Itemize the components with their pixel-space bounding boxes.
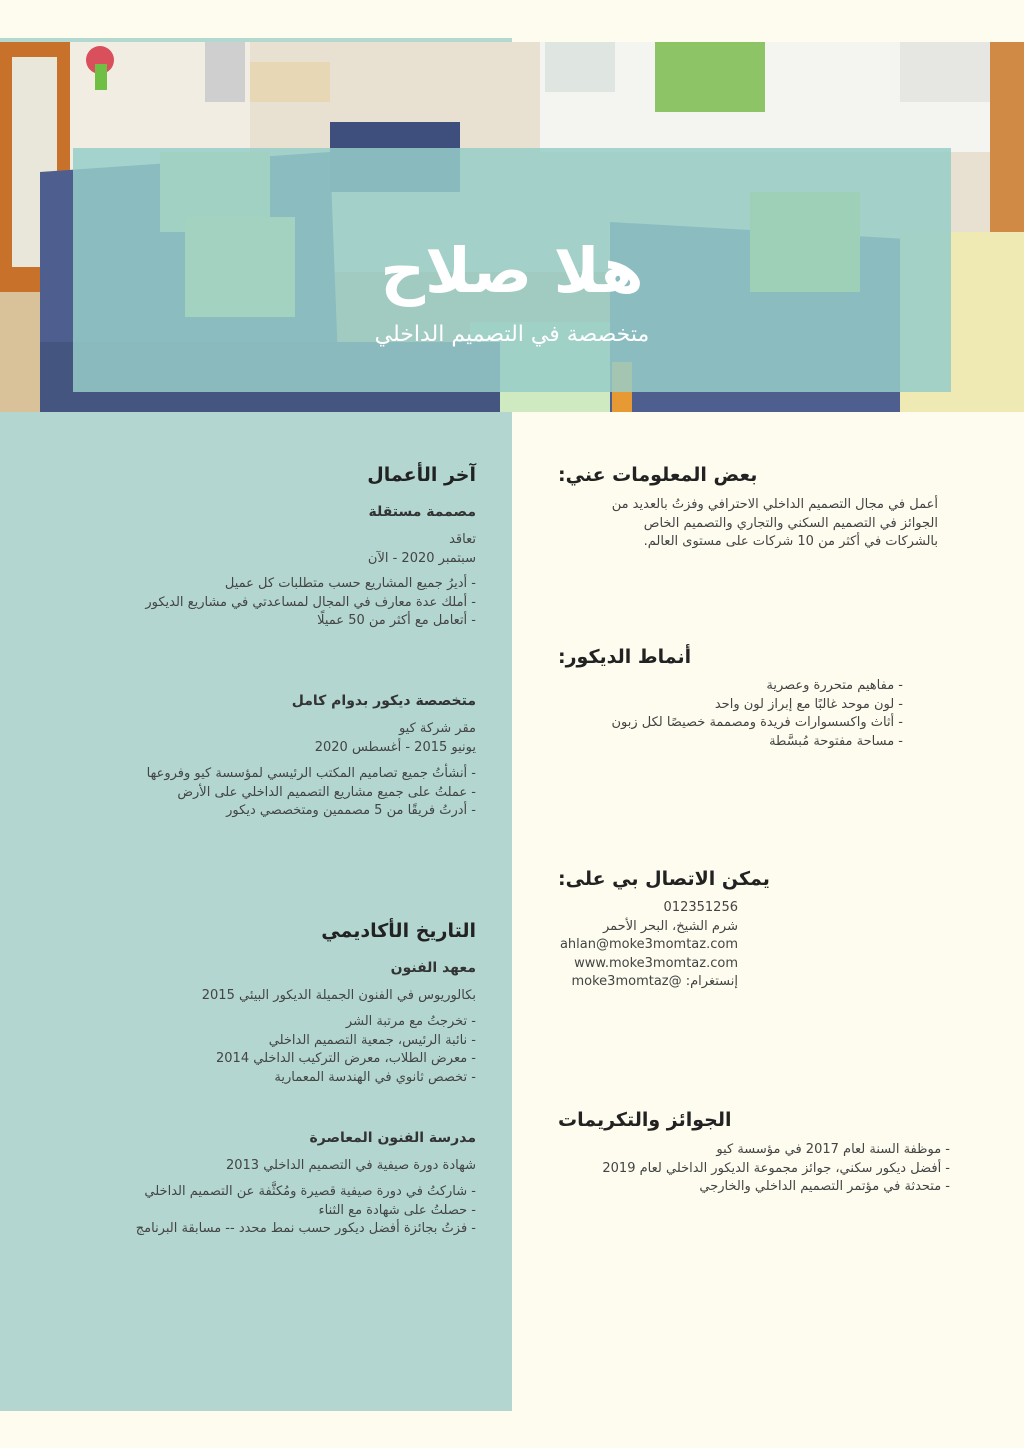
about-line: بالشركات في أكثر من 10 شركات على مستوى العالم. xyxy=(643,534,938,549)
left-column xyxy=(0,412,512,1411)
hero-overlay xyxy=(73,148,951,392)
job-dates: سبتمبر 2020 - الآن xyxy=(367,551,476,566)
school-degree: شهادة دورة صيفية في التصميم الداخلي 2013 xyxy=(225,1158,476,1173)
job-bullets xyxy=(145,575,476,631)
education-heading: التاريخ الأكاديمي xyxy=(321,920,476,942)
list-item: - متحدثة في مؤتمر التصميم الداخلي والخارجي xyxy=(699,1179,950,1194)
school-degree: بكالوريوس في الفنون الجميلة الديكور البيئي 2015 xyxy=(201,988,476,1003)
job-company: مقر شركة كيو xyxy=(398,721,476,736)
contact-address: شرم الشيخ، البحر الأحمر xyxy=(602,918,738,934)
school-name: معهد الفنون xyxy=(390,960,476,976)
list-item: - مساحة مفتوحة مُبسَّطة xyxy=(769,733,903,749)
awards-heading: الجوائز والتكريمات xyxy=(558,1109,732,1131)
list-item: - نائبة الرئيس، جمعية التصميم الداخلي xyxy=(268,1032,476,1048)
list-item: - تخصص ثانوي في الهندسة المعمارية xyxy=(274,1069,476,1085)
list-item: - معرض الطلاب، معرض التركيب الداخلي 2014 xyxy=(216,1051,476,1066)
list-item: - أتعامل مع أكثر من 50 عميلًا xyxy=(317,613,476,628)
contact-list xyxy=(558,899,738,992)
right-column xyxy=(512,412,1024,1411)
contact-instagram[interactable]: إنستغرام: @moke3momtaz xyxy=(571,974,738,989)
list-item: - مفاهيم متحررة وعصرية xyxy=(766,678,903,693)
work-heading: آخر الأعمال xyxy=(367,464,476,486)
job-dates: يونيو 2015 - أغسطس 2020 xyxy=(314,740,476,755)
list-item: - أملك عدة معارف في المجال لمساعدتي في مشاريع الديكور xyxy=(145,594,476,610)
hero-banner xyxy=(0,42,1024,412)
job-company: تعاقد xyxy=(449,532,476,547)
person-title: متخصصة في التصميم الداخلي xyxy=(374,322,650,347)
school-name: مدرسة الفنون المعاصرة xyxy=(309,1130,476,1146)
list-item: - لون موحد غالبًا مع إبراز لون واحد xyxy=(714,696,903,712)
list-item: - عملتُ على جميع مشاريع التصميم الداخلي على الأرض xyxy=(177,784,476,800)
awards-list xyxy=(558,1141,950,1197)
contact-website[interactable]: www.moke3momtaz.com xyxy=(574,955,738,971)
list-item: - حصلتُ على شهادة مع الثناء xyxy=(318,1202,476,1218)
list-item: - تخرجتُ مع مرتبة الشر xyxy=(345,1014,476,1029)
about-line: أعمل في مجال التصميم الداخلي الاحترافي وفزتُ بالعديد من xyxy=(611,497,938,512)
styles-list xyxy=(558,677,903,751)
school-bullets xyxy=(136,1183,476,1239)
list-item: - أديرُ جميع المشاريع حسب متطلبات كل عميل xyxy=(224,576,476,591)
contact-email[interactable]: ahlan@moke3momtaz.com xyxy=(559,937,738,952)
list-item: - موظفة السنة لعام 2017 في مؤسسة كيو xyxy=(716,1142,950,1157)
contact-phone: 012351256 xyxy=(663,900,738,915)
contact-heading: يمكن الاتصال بي على: xyxy=(558,868,770,890)
list-item: - أثاث واكسسوارات فريدة ومصممة خصيصًا لكل زبون xyxy=(611,715,903,730)
about-text xyxy=(558,496,938,552)
person-name: هلا صلاح xyxy=(380,234,644,307)
school-bullets xyxy=(216,1013,476,1087)
list-item: - أنشأتُ جميع تصاميم المكتب الرئيسي لمؤسسة كيو وفروعها xyxy=(146,766,476,781)
list-item: - أدرتُ فريقًا من 5 مصممين ومتخصصي ديكور xyxy=(226,803,476,818)
about-heading: بعض المعلومات عني: xyxy=(558,464,758,486)
job-title: مصممة مستقلة xyxy=(368,504,476,520)
styles-heading: أنماط الديكور: xyxy=(558,646,692,668)
job-bullets xyxy=(147,765,476,821)
list-item: - شاركتُ في دورة صيفية قصيرة ومُكثَّفة عن التصميم الداخلي xyxy=(144,1184,476,1199)
about-line: الجوائز في التصميم السكني والتجاري والتصميم الخاص xyxy=(643,515,938,531)
list-item: - فزتُ بجائزة أفضل ديكور حسب نمط محدد -- مسابقة البرنامج xyxy=(135,1221,476,1236)
list-item: - أفضل ديكور سكني، جوائز مجموعة الديكور الداخلي لعام 2019 xyxy=(602,1160,950,1176)
job-title: متخصصة ديكور بدوام كامل xyxy=(291,693,476,709)
